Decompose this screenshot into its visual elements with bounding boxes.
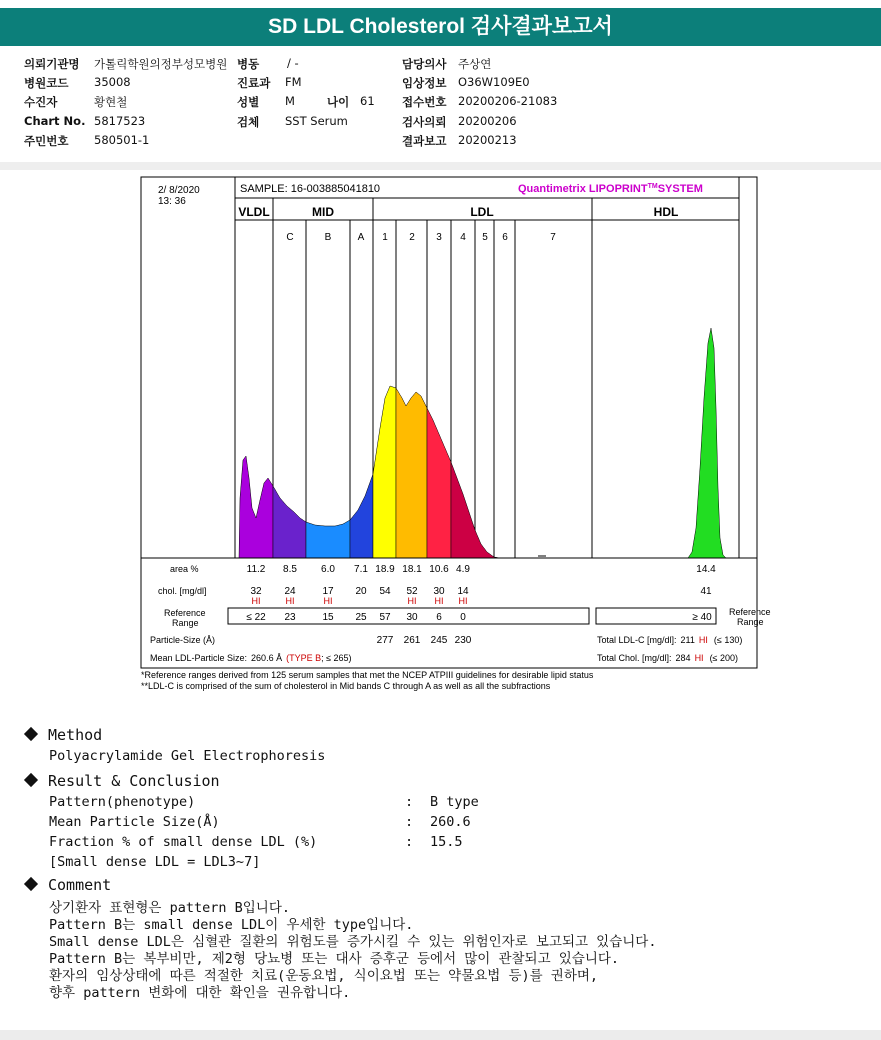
bottom-strip [0,1030,881,1040]
result-label: Pattern(phenotype) [49,794,196,810]
comment-line: Pattern B는 복부비만, 제2형 당뇨병 또는 대사 증후군 등에서 많이 관찰되고 있습니다. [49,951,620,967]
ref-row-label-2: Range [172,618,199,628]
mean-size-label: Mean LDL-Particle Size: 260.6 Å (TYPE B; ≤ 265) [150,653,352,663]
comment-heading: Comment [24,876,111,894]
comment-line: Small dense LDL은 심혈관 질환의 위험도를 증가시킬 수 있는 위험인자로 보고되고 있습니다. [49,934,657,950]
chol-value: 17 [322,586,334,597]
comment-line: 향후 pattern 변화에 대한 확인을 권유합니다. [49,985,351,1001]
particle-label: Particle-Size (Å) [150,635,216,645]
info-row: 접수번호 20200206-21083 [402,94,558,109]
ref-value: ≤ 22 [246,612,266,623]
area-value: 18.1 [402,564,422,575]
info-row: 병동 / - [237,56,299,71]
result-label: Mean Particle Size(Å) [49,814,220,830]
area-value: 10.6 [429,564,449,575]
chol-flag: HI [323,596,333,606]
result-label: Fraction % of small dense LDL (%) [49,834,318,850]
section-divider [0,162,881,170]
info-row: 진료과 FM [237,75,302,90]
footnote-1: *Reference ranges derived from 125 serum samples that met the NCEP ATPIII guidelines for desirable lipid status [141,670,594,680]
info-row: 임상정보 O36W109E0 [402,75,530,90]
chol-value: 54 [379,586,391,597]
area-value: 7.1 [354,564,368,575]
band-label-4: 4 [460,232,466,243]
result-value: 15.5 [430,834,463,850]
band-label-7: 7 [550,232,556,243]
particle-value: 245 [430,635,448,646]
result-colon: : [405,814,414,830]
group-label-ldl: LDL [470,205,494,219]
result-value: 260.6 [430,814,471,830]
comment-line: 환자의 임상상태에 따른 적절한 치료(운동요법, 식이요법 또는 약물요법 등)를 권하며, [49,968,599,984]
info-row: 병원코드 35008 [24,75,131,90]
ref-value: 15 [322,612,334,623]
info-row: 의뢰기관명 가톨릭학원의정부성모병원 [24,57,228,71]
band-label-2: 2 [409,232,415,243]
particle-value: 261 [403,635,421,646]
chart-time: 13: 36 [158,196,186,207]
chol-value: 30 [433,586,445,597]
group-label-mid: MID [312,205,334,219]
report-title: SD LDL Cholesterol 검사결과보고서 [0,8,881,46]
chol-value: 20 [355,586,367,597]
diamond-bullet-icon [24,773,38,787]
chol-flag: HI [407,596,417,606]
area-row-label: area % [170,564,199,574]
info-row: 수진자 황현철 [24,95,128,109]
comment-line: Pattern B는 small dense LDL이 우세한 type입니다. [49,917,414,933]
chol-flag: HI [285,596,295,606]
comment-line: 상기환자 표현형은 pattern B입니다. [49,900,290,916]
info-row: 성별 M 나이 61 [237,94,375,109]
chart-svg [140,176,771,696]
band-area [396,388,427,558]
area-value: 18.9 [375,564,395,575]
band-label-5: 5 [482,232,488,243]
footnote-2: **LDL-C is comprised of the sum of cholesterol in Mid bands C through A as well as all the subfractions [141,681,551,691]
info-row: 담당의사 주상연 [402,57,492,71]
band-label-A: A [357,232,365,243]
area-value: 11.2 [246,564,266,575]
ref-row-label-1: Reference [164,608,206,618]
result-heading: Result & Conclusion [24,772,220,790]
chol-flag: HI [458,596,468,606]
info-row: 검사의뢰 20200206 [402,114,517,129]
band-label-C: C [286,232,294,243]
ref-value: 6 [436,612,442,623]
lipoprint-chart [140,176,771,696]
total-ldl: Total LDL-C [mg/dl]: 211 HI (≤ 130) [597,635,743,645]
particle-value: 230 [454,635,472,646]
chol-row-label: chol. [mg/dl] [158,586,207,596]
area-value: 4.9 [456,564,470,575]
ref-value: 30 [406,612,418,623]
chol-flag: HI [251,596,261,606]
band-label-1: 1 [382,232,388,243]
chart-brand: Quantimetrix LIPOPRINT™SYSTEM [518,183,703,195]
particle-value: 277 [376,635,394,646]
ref-value: 23 [284,612,296,623]
chart-frame [141,177,757,668]
diamond-bullet-icon [24,727,38,741]
band-label-3: 3 [436,232,442,243]
chol-value: 32 [250,586,262,597]
hdl-ref-value: ≥ 40 [692,612,712,623]
ref-value: 57 [379,612,391,623]
ref-value: 0 [460,612,466,623]
chol-value: 14 [457,586,469,597]
info-row: 검체 SST Serum [237,114,348,129]
chart-date: 2/ 8/2020 [158,185,200,196]
band-label-B: B [324,232,332,243]
group-label-vldl: VLDL [238,205,270,219]
method-text: Polyacrylamide Gel Electrophoresis [49,748,326,764]
ref-value: 25 [355,612,367,623]
chol-flag: HI [434,596,444,606]
total-chol: Total Chol. [mg/dl]: 284 HI (≤ 200) [597,653,739,663]
chol-value: 52 [406,586,418,597]
info-row: Chart No. 5817523 [24,114,146,128]
chart-sample: SAMPLE: 16-003885041810 [240,183,381,195]
info-row: 결과보고 20200213 [402,133,517,148]
result-colon: : [405,834,414,850]
group-label-hdl: HDL [653,205,679,219]
area-value: 6.0 [321,564,335,575]
hdl-area-value: 14.4 [696,564,716,575]
result-colon: : [405,794,414,810]
diamond-bullet-icon [24,877,38,891]
result-note: [Small dense LDL = LDL3~7] [49,854,261,870]
area-value: 8.5 [283,564,297,575]
ref-row-label-right-2: Range [737,617,764,627]
info-row: 주민번호 580501-1 [24,133,150,148]
ref-row-label-right-1: Reference [729,607,771,617]
chol-value: 24 [284,586,296,597]
hdl-chol-value: 41 [700,586,712,597]
method-heading: Method [24,726,102,744]
band-label-6: 6 [502,232,508,243]
result-value: B type [430,794,479,810]
